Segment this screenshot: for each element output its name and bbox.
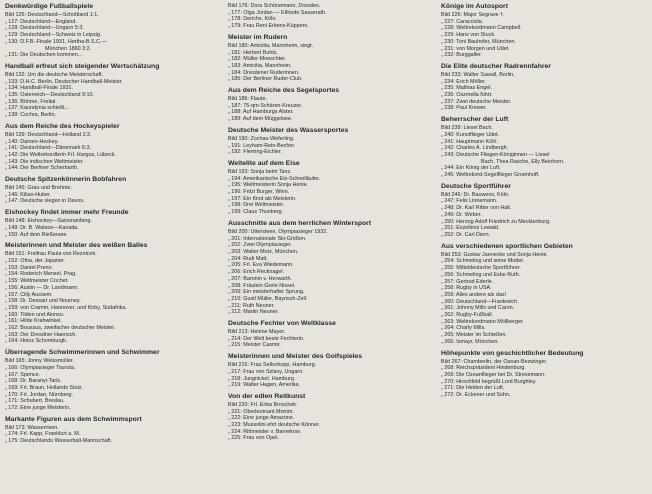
- section-heading: Die Elite deutscher Radrennfahrer: [441, 62, 551, 70]
- picture-entry: „ 257: Gertrud Ederle.: [441, 278, 494, 285]
- picture-entry: „ 218: Jungnickel, Hamburg.: [228, 375, 296, 382]
- picture-entry: „ 177: Olga Jordan — Elfriede Sasserath.: [228, 9, 327, 16]
- picture-entry: „ 127: Deutschland—England.: [5, 18, 77, 25]
- index-section: [5, 242, 210, 345]
- index-section: [441, 3, 646, 59]
- picture-entry: „ 147: Deutsche siegen in Davos.: [5, 198, 85, 205]
- picture-entry: „ 264: Charly Mills.: [441, 325, 486, 332]
- section-heading: Beherrscher der Luft: [441, 116, 509, 124]
- picture-entry: Bild 165: Jonny Weissmüller.: [5, 358, 74, 365]
- picture-entry: „ 196: Fritzi Burger, Wien.: [228, 189, 290, 196]
- picture-entry: „ 215: Meister Casmir.: [228, 342, 281, 349]
- picture-entry: „ 194: Amerikanische Eis-Schnelläufer.: [228, 175, 321, 182]
- picture-entry: „ 152: Otha, der Japaner.: [5, 257, 65, 264]
- picture-entry: „ 185: Der Berliner Ruder-Club.: [228, 76, 303, 83]
- picture-entry: Bild 126: Deutschland—Schottland 1:1.: [5, 12, 99, 18]
- index-section: [441, 63, 646, 112]
- picture-entry: „ 160: Tilden und Alonso.: [5, 311, 65, 318]
- picture-entry: „ 201: Internationale Ski-Größen.: [228, 235, 307, 242]
- picture-entry: „ 240: Kunstflieger Udet.: [441, 131, 500, 138]
- picture-entry: „ 155: Weltmeister Cochet.: [5, 278, 69, 285]
- picture-entry: Bild 267: Chamberlin, der Ozean-Bezwinger.: [441, 358, 548, 365]
- section-heading: Meisterinnen und Meister des Golfspieles: [228, 353, 363, 361]
- index-section: [5, 63, 210, 119]
- picture-entry: „ 178: Derichs, Köln.: [228, 16, 277, 23]
- picture-entry: „ 255: Mitteldeutsche Sportführer.: [441, 265, 521, 272]
- picture-entry: Bild 226: Major Segrave †.: [441, 12, 505, 18]
- picture-entry: „ 135: Österreich—Deutschland 9:10.: [5, 92, 94, 99]
- picture-entry: „ 224: Rittmeister v. Barnekow.: [228, 428, 301, 435]
- picture-entry: „ 175: Deutschlands Wasserball-Mannschaft.: [5, 438, 113, 445]
- picture-entry: „ 270: Hirschfeld begrüßt Lord Burghley.: [441, 378, 537, 385]
- picture-entry: „ 252: Dr. Carl Diem.: [441, 231, 491, 238]
- index-section: [228, 393, 433, 442]
- picture-entry: „ 234: Erich Möller.: [441, 78, 486, 85]
- picture-entry: „ 134: Handball-Finale 1931.: [5, 85, 74, 92]
- picture-entry: „ 154: Roderich Menzel, Prag.: [5, 271, 77, 278]
- picture-entry: „ 232: Burggaller.: [441, 52, 483, 59]
- picture-entry: Bach, Thea Rasche, Elly Beinhorn.: [481, 158, 565, 165]
- picture-entry: „ 251: Exzellenz Lewald.: [441, 225, 500, 232]
- index-section: [228, 220, 433, 316]
- picture-entry: „ 247: Felix Linnemann.: [441, 198, 498, 205]
- section-heading: Deutsche Spitzenkönnerin Bobfahren: [5, 176, 127, 184]
- picture-entry: „ 188: Auf Hamburgs Alster.: [228, 109, 294, 116]
- column-middle: [228, 3, 433, 446]
- picture-entry: „ 202: Zwei Olympiasieger.: [228, 242, 292, 249]
- picture-entry: „ 138: Cochra, Berlin.: [5, 112, 56, 119]
- section-heading: Deutsche Sportführer: [441, 182, 511, 190]
- picture-entry: Bild 148: Eishockey—Saisonanfang.: [5, 218, 92, 225]
- picture-entry: „ 183: Amicitia, Mannheim.: [228, 62, 292, 69]
- picture-entry: „ 153: Daniel Prenn.: [5, 264, 53, 271]
- picture-entry: München 1860 3:2.: [45, 45, 92, 52]
- picture-entry: „ 187: 75-qm-Schären-Kreuzer.: [228, 102, 303, 109]
- picture-entry: „ 209: Ein meisterhafter Sprung.: [228, 289, 305, 296]
- index-section: [5, 209, 210, 238]
- picture-entry: Bild 220: Frl. Erika Broschek.: [228, 401, 298, 408]
- picture-entry: Bild 216: Frau Sellschopp, Hamburg.: [228, 362, 317, 369]
- picture-entry: Bild 151: Freifrau Paula von Reznicek.: [5, 251, 97, 258]
- section-heading: Deutsche Meister des Wassersportes: [228, 126, 349, 134]
- section-heading: Denkwürdige Fußballspiele: [5, 3, 93, 10]
- index-section: [5, 123, 210, 172]
- picture-entry: „ 272: Dr. Eckener und Sohn.: [441, 392, 511, 399]
- column-left: [5, 3, 210, 449]
- picture-entry: „ 182: Müller-Moeschter.: [228, 56, 287, 63]
- picture-entry: „ 156: Austin — Dr. Landmann.: [5, 284, 79, 291]
- picture-entry: „ 245: Weltrekord-Segelflieger Groenhoff.: [441, 172, 540, 179]
- picture-entry: „ 142: Die Weltrekordlerin Frl. Hargus, Lübeck.: [5, 151, 117, 158]
- picture-entry: „ 144: Der Berliner Scherbarth.: [5, 165, 79, 172]
- picture-entry: „ 208: Fräulein Grete Nissel.: [228, 282, 296, 289]
- section-heading: Könige im Autosport: [441, 3, 508, 10]
- picture-entry: „ 128: Deutschland—Ungarn 5:3.: [5, 25, 84, 32]
- picture-entry: „ 268: Reichspräsident Hindenburg.: [441, 365, 526, 372]
- picture-entry: „ 203: Walter Motz, München.: [228, 248, 299, 255]
- picture-entry: „ 179: Frau Reni Erkens-Küppers.: [228, 23, 309, 30]
- picture-entry: „ 230: Toni Bauhofer, München.: [441, 38, 516, 45]
- section-heading: Meister im Rudern: [228, 33, 288, 41]
- picture-entry: Bild 239: Liesel Bach.: [441, 125, 493, 132]
- picture-entry: „ 262: Rugby-Fußball.: [441, 312, 494, 319]
- picture-entry: „ 249: Dr. Weber.: [441, 211, 482, 218]
- section-heading: Aus verschiedenen sportlichen Gebieten: [441, 242, 573, 250]
- picture-entry: „ 248: Dr. Karl Ritter von Halt.: [441, 205, 512, 212]
- picture-entry: „ 256: Schmeling und Esbe Ruth.: [441, 271, 521, 278]
- section-heading: Ausschnitte aus dem herrlichen Wintersport: [228, 219, 372, 227]
- picture-entry: „ 158: Dr. Dessart und Nourney.: [5, 298, 81, 305]
- picture-entry: „ 167: Spence.: [5, 371, 41, 378]
- picture-entry: „ 195: Weltmeisterin Sonja Henie.: [228, 182, 309, 189]
- section-heading: Handball erfreut sich steigender Wertschätzung: [5, 62, 160, 70]
- picture-entry: „ 131: Die Deutschen kommen...: [5, 52, 83, 59]
- picture-entry: „ 174: Frl. Kapp, Frankfurt a. M.: [5, 431, 81, 438]
- picture-entry: „ 133: D.H.C. Berlin, Deutscher Handball-Meister.: [5, 78, 123, 85]
- picture-entry: „ 259: Alles andere als das!: [441, 291, 507, 298]
- picture-entry: „ 238: Paul Krewer.: [441, 105, 487, 112]
- index-section: [5, 3, 210, 59]
- picture-entry: „ 212: Martin Neuner.: [228, 309, 279, 316]
- picture-entry: „ 227: Caracciola.: [441, 18, 484, 25]
- picture-entry: Bild 190: Zochau-Weferling.: [228, 135, 295, 142]
- picture-entry: „ 141: Deutschland—Dänemark 6:3.: [5, 145, 91, 152]
- picture-entry: „ 235: Mathias Engel.: [441, 85, 492, 92]
- picture-entry: „ 181: Herbert Buhtz.: [228, 49, 279, 56]
- picture-entry: „ 149: Dr. B. Watson—Kanada.: [5, 224, 79, 231]
- column-right: [441, 3, 646, 403]
- picture-entry: „ 162: Boussus, zweifacher deutscher Meister.: [5, 325, 116, 332]
- index-section: [228, 34, 433, 83]
- picture-entry: Bild 139: Deutschland—Holland 2:2.: [5, 131, 92, 138]
- section-heading: Meisterinnen und Meister des weißen Balles: [5, 242, 148, 250]
- picture-entry: „ 189: Auf dem Müggelsee.: [228, 116, 293, 123]
- picture-entry: Bild 173: Wasserrisen.: [5, 424, 59, 431]
- picture-entry: „ 198: Drei Weltmeister.: [228, 202, 285, 209]
- picture-entry: „ 192: Fleming-Eichler.: [228, 149, 282, 156]
- picture-entry: „ 150: Auf dem Rießersee.: [5, 231, 68, 238]
- picture-entry: „ 197: Ein Kind als Meisterin.: [228, 195, 297, 202]
- picture-entry: Bild 186: Flaute.: [228, 96, 267, 103]
- index-section: [441, 243, 646, 346]
- picture-entry: „ 207: Baronin v. Herwarth.: [228, 275, 293, 282]
- picture-entry: „ 236: Oszmella führt.: [441, 92, 493, 99]
- picture-entry: „ 265: Meister im Schießen.: [441, 332, 507, 339]
- picture-entry: „ 244: Ein König der Luft.: [441, 165, 501, 172]
- picture-entry: „ 263: Weltrekordmann Möllberger.: [441, 318, 524, 325]
- picture-entry: „ 171: Schubert, Breslau.: [5, 398, 65, 405]
- picture-entry: Bild 246: Dr. Bauwens, Köln.: [441, 191, 510, 198]
- section-heading: Aus dem Reiche des Segelsportes: [228, 87, 340, 95]
- index-section: [228, 127, 433, 156]
- picture-entry: „ 228: Weltrekordmann Campbell.: [441, 25, 522, 32]
- picture-entry: „ 140: Damen-Hockey.: [5, 138, 59, 145]
- picture-entry: Bild 213: Helene Mayer.: [228, 329, 286, 336]
- index-section: [228, 320, 433, 349]
- index-section: [228, 87, 433, 123]
- section-heading: Deutsche Fechter von Weltklasse: [228, 320, 336, 328]
- picture-entry: „ 137: Kaundynia schießt...: [5, 105, 70, 112]
- picture-entry: Bild 132: Um die deutsche Meisterschaft.: [5, 71, 103, 78]
- picture-entry: „ 130: D.F.B.-Finale 1931, Hertha-B.S.C.—: [5, 38, 107, 45]
- picture-entry: „ 169: Frl. Braun, Hollands Stolz.: [5, 384, 83, 391]
- picture-entry: „ 260: Deutschland—Frankreich.: [441, 298, 519, 305]
- index-section: [441, 183, 646, 239]
- picture-entry: „ 161: Hilde Krahwinkel.: [5, 318, 62, 325]
- picture-entry: „ 184: Dresdener Ruderinnen.: [228, 69, 300, 76]
- picture-entry: „ 143: Die indischen Weltmeister.: [5, 158, 84, 165]
- picture-entry: „ 136: Böhme, Freital.: [5, 98, 57, 105]
- picture-entry: „ 217: Frau von Szlavy, Ungarn.: [228, 368, 304, 375]
- picture-entry: „ 214: Der Welt beste Fechterin.: [228, 335, 305, 342]
- picture-entry: „ 219: Walter Hagen, Amerika.: [228, 382, 301, 389]
- section-heading: Aus dem Reiche des Hockeyspieler: [5, 122, 120, 130]
- index-section: [441, 350, 646, 399]
- index-section: [441, 116, 646, 179]
- picture-entry: „ 241: Hauptmann Köhl.: [441, 138, 498, 145]
- picture-entry: Bild 193: Sonja beim Tanz.: [228, 168, 292, 175]
- picture-entry: „ 266: Ismayr, München.: [441, 338, 499, 345]
- picture-entry: „ 243: Deutsche Fliegen-Königinnen — Liesel: [441, 151, 550, 158]
- picture-entry: „ 229: Hans von Stuck.: [441, 32, 496, 39]
- picture-entry: Bild 200: Uttersteen, Olympiasieger 1932.: [228, 228, 328, 235]
- picture-entry: Bild 233: Walter Sawall, Berlin.: [441, 71, 515, 78]
- index-section: [228, 160, 433, 216]
- picture-entry: „ 210: Gustl Müller, Bayrisch-Zell.: [228, 295, 308, 302]
- picture-entry: „ 199: Claus Thunberg.: [228, 209, 284, 216]
- section-heading: Überragende Schwimmerinnen und Schwimmer: [5, 349, 160, 357]
- index-section: [5, 349, 210, 412]
- picture-entry: Bild 176: Dora Schönemann, Dresden.: [228, 3, 321, 9]
- picture-entry: „ 254: Schmeling und seine Mutter.: [441, 258, 525, 265]
- picture-entry: „ 204: Rudi Matt.: [228, 255, 268, 262]
- section-heading: Weltelite auf dem Eise: [228, 159, 300, 167]
- picture-entry: „ 221: Oberleutnant Momm.: [228, 408, 294, 415]
- picture-entry: „ 191: Leyham-Rein-Becher.: [228, 142, 296, 149]
- picture-entry: Bild 253: Gustav Jaenecke und Sonja Henie.: [441, 251, 548, 258]
- picture-entry: „ 159: von Cramm, Hannover, und Kirby, Südafrika.: [5, 304, 127, 311]
- picture-entry: „ 172: Eine junge Meisterin.: [5, 405, 71, 412]
- picture-entry: „ 225: Frau von Opel.: [228, 435, 279, 442]
- picture-entry: „ 261: Johnny Mills und Caron.: [441, 305, 515, 312]
- section-heading: Höhepunkte von geschichtlicher Bedeutung: [441, 349, 584, 357]
- picture-entry: „ 223: Mussolini ehrt deutsche Könner.: [228, 422, 320, 429]
- picture-entry: „ 164: Heinz Schomburgk.: [5, 338, 68, 345]
- index-section: [228, 3, 433, 30]
- picture-entry: „ 242: Charles A. Lindbergh.: [441, 145, 509, 152]
- picture-entry: „ 168: Dr. Baranyi-Tarls.: [5, 378, 62, 385]
- picture-entry: „ 231: von Morgen und Üdet.: [441, 45, 510, 52]
- picture-entry: „ 166: Olympiasieger Tsuruta.: [5, 364, 76, 371]
- picture-entry: Bild 145: Grau und Brehme.: [5, 185, 72, 192]
- picture-entry: „ 237: Zwei deutsche Meister.: [441, 98, 512, 105]
- picture-entry: „ 170: Frl. Jordan, Nürnberg.: [5, 391, 74, 398]
- section-heading: Von der edlen Reitkunst: [228, 392, 306, 400]
- picture-entry: „ 211: Ruth Neuner.: [228, 302, 275, 309]
- picture-entry: „ 146: Kilian-Huber.: [5, 191, 52, 198]
- picture-entry: „ 205: Frl. Eva Wiedemann.: [228, 262, 294, 269]
- picture-entry: „ 222: Eine junge Amazone.: [228, 415, 295, 422]
- picture-entry: Bild 180: Amicitia, Mannheim, siegt.: [228, 42, 314, 49]
- picture-entry: „ 157: Cilly Aussem.: [5, 291, 53, 298]
- picture-entry: „ 269: Die Ozeanflieger bei Dr. Stresemann.: [441, 371, 546, 378]
- picture-entry: „ 250: Herzog Adolf Friedrich zu Mecklenburg.: [441, 218, 551, 225]
- section-heading: Markante Figuren aus dem Schwimmsport: [5, 415, 142, 423]
- picture-entry: „ 129: Deutschland—Schweiz in Leipzig.: [5, 32, 102, 39]
- index-section: [5, 416, 210, 445]
- index-section: [5, 176, 210, 205]
- index-section: [228, 353, 433, 389]
- picture-entry: „ 163: Der Dresdner Haensch.: [5, 331, 77, 338]
- section-heading: Eishockey findet immer mehr Freunde: [5, 209, 129, 217]
- picture-entry: „ 206: Erich Recknagel.: [228, 269, 285, 276]
- picture-entry: „ 258: Rugby in USA.: [441, 285, 492, 292]
- picture-entry: „ 271: Die Helden der Luft.: [441, 385, 505, 392]
